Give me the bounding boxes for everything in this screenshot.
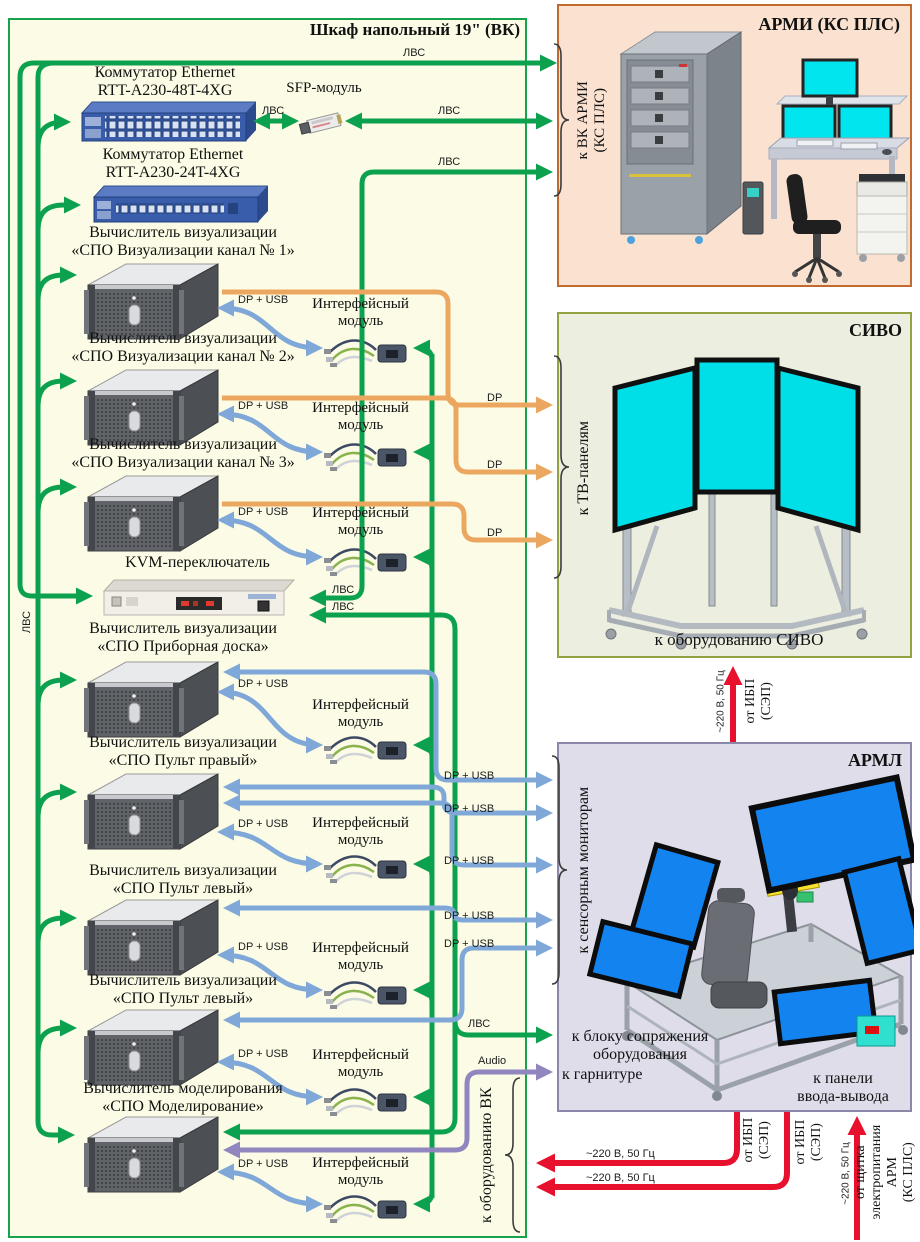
computer-label-4: Вычислитель визуализации «СПО Приборная доска»	[89, 620, 277, 655]
cable-label-dpusb-arml-2: DP + USB	[444, 803, 495, 815]
interface-module-label-7: Интерфейсный модуль	[312, 1047, 409, 1080]
computer-image-6	[80, 896, 220, 976]
arml-coupling-label: к блоку сопряжения оборудования	[571, 1028, 709, 1063]
cable-label-lan-sfp-left: ЛВС	[262, 105, 285, 117]
computer-label-2: Вычислитель визуализации «СПО Визуализации канал № 2»	[71, 330, 295, 365]
cable-label-lan-arml: ЛВС	[468, 1018, 491, 1030]
computer-image-2	[80, 366, 220, 446]
arml-brace-label: к сенсорным мониторам	[574, 786, 592, 954]
computer-image-3	[80, 472, 220, 552]
interface-module-label-4: Интерфейсный модуль	[312, 697, 409, 730]
interface-module-label-5: Интерфейсный модуль	[312, 815, 409, 848]
computer-label-8: Вычислитель моделирования «СПО Моделирование»	[83, 1080, 283, 1115]
cable-label-dpusb-arml-5: DP + USB	[444, 938, 495, 950]
arml-panel	[557, 742, 912, 1112]
computer-label-3: Вычислитель визуализации «СПО Визуализации канал № 3»	[71, 436, 295, 471]
ups-label-arml-1: от ИБП (СЭП)	[740, 1117, 772, 1163]
cable-label-lan-bus: ЛВС	[21, 610, 33, 634]
power-label-1: ~220 В, 50 Гц	[586, 1148, 655, 1160]
power-label-mains: ~220 В, 50 Гц	[840, 1142, 852, 1205]
interface-module-image-1	[322, 334, 414, 370]
armi-title: АРМИ (КС ПЛС)	[758, 14, 900, 34]
cable-label-dpusb-arml-4: DP + USB	[444, 910, 495, 922]
cable-label-dpusb-4: DP + USB	[238, 678, 289, 690]
cable-label-lan-kvm2: ЛВС	[332, 601, 355, 613]
sfp-module-image	[298, 104, 346, 142]
computer-image-7	[80, 1006, 220, 1086]
cable-label-dp-1: DP	[487, 392, 503, 404]
interface-module-label-1: Интерфейсный модуль	[312, 296, 409, 329]
computer-label-6: Вычислитель визуализации «СПО Пульт левый»	[89, 862, 277, 897]
armi-workstation-illustration	[559, 6, 914, 289]
cable-label-dpusb-8: DP + USB	[238, 1158, 289, 1170]
ups-label-sivo: от ИБП (СЭП)	[742, 678, 774, 724]
interface-module-image-7	[322, 1083, 414, 1119]
interface-module-image-8	[322, 1190, 414, 1226]
ethernet-switch-48t-image	[72, 100, 256, 146]
sivo-tv-panels-illustration	[559, 314, 914, 660]
cable-label-dpusb-1: DP + USB	[238, 294, 289, 306]
cable-label-dpusb-2: DP + USB	[238, 400, 289, 412]
switch48-label: Коммутатор Ethernet RTT-A230-48T-4XG	[94, 64, 236, 99]
sivo-equipment-label: к оборудованию СИВО	[654, 630, 824, 649]
kvm-switch-image	[98, 576, 296, 620]
cable-label-lan-kvm1: ЛВС	[332, 584, 355, 596]
arml-title: АРМЛ	[847, 750, 902, 770]
cabinet-title: Шкаф напольный 19" (ВК)	[309, 20, 520, 39]
interface-module-image-3	[322, 543, 414, 579]
computer-label-1: Вычислитель визуализации «СПО Визуализации канал № 1»	[71, 224, 295, 259]
cable-label-dpusb-arml-1: DP + USB	[444, 770, 495, 782]
interface-module-image-4	[322, 731, 414, 767]
interface-module-image-2	[322, 438, 414, 474]
sfp-label: SFP-модуль	[286, 80, 362, 96]
arml-io-panel-label: к панели ввода-вывода	[797, 1070, 889, 1105]
cable-label-lan-top: ЛВС	[403, 47, 426, 59]
computer-image-5	[80, 770, 220, 850]
computer-image-4	[80, 658, 220, 738]
computer-label-7: Вычислитель визуализации «СПО Пульт левый»	[89, 972, 277, 1007]
ethernet-switch-24t-image	[84, 184, 268, 226]
cabinet-equipment-brace-label: к оборудованию ВК	[477, 1087, 495, 1224]
sivo-panel	[557, 312, 912, 658]
interface-module-label-8: Интерфейсный модуль	[312, 1155, 409, 1188]
computer-image-8	[80, 1113, 220, 1193]
cable-label-audio: Audio	[478, 1055, 507, 1067]
armi-panel	[557, 4, 912, 287]
interface-module-label-3: Интерфейсный модуль	[312, 505, 409, 538]
cable-label-dpusb-3: DP + USB	[238, 506, 289, 518]
cable-label-dp-3: DP	[487, 527, 503, 539]
power-label-sivo: ~220 В, 50 Гц	[715, 670, 727, 733]
interface-module-image-5	[322, 850, 414, 886]
interface-module-label-2: Интерфейсный модуль	[312, 400, 409, 433]
kvm-label: KVM-переключатель	[125, 554, 270, 571]
interface-module-image-6	[322, 976, 414, 1012]
sivo-title: СИВО	[848, 320, 902, 340]
sivo-brace-label: к ТВ-панелям	[574, 421, 592, 516]
arml-headset-label: к гарнитуре	[562, 1066, 643, 1083]
cable-label-lan-armi3: ЛВС	[438, 156, 461, 168]
cable-label-dpusb-6: DP + USB	[238, 941, 289, 953]
mains-panel-label: от щитка электропитания АРМ (КС ПЛС)	[852, 1124, 917, 1220]
computer-image-1	[80, 260, 220, 340]
interface-module-label-6: Интерфейсный модуль	[312, 940, 409, 973]
cable-label-dpusb-arml-3: DP + USB	[444, 855, 495, 867]
ups-label-arml-2: от ИБП (СЭП)	[792, 1119, 824, 1165]
computer-label-5: Вычислитель визуализации «СПО Пульт правый»	[89, 734, 277, 769]
switch24-label: Коммутатор Ethernet RTT-A230-24T-4XG	[102, 146, 244, 181]
cable-label-dpusb-5: DP + USB	[238, 818, 289, 830]
armi-brace-label: к ВК АРМИ (КС ПЛС)	[574, 81, 608, 160]
cable-label-dp-2: DP	[487, 459, 503, 471]
power-label-2: ~220 В, 50 Гц	[586, 1172, 655, 1184]
cable-label-lan-sfp-right: ЛВС	[438, 105, 461, 117]
cable-label-dpusb-7: DP + USB	[238, 1048, 289, 1060]
